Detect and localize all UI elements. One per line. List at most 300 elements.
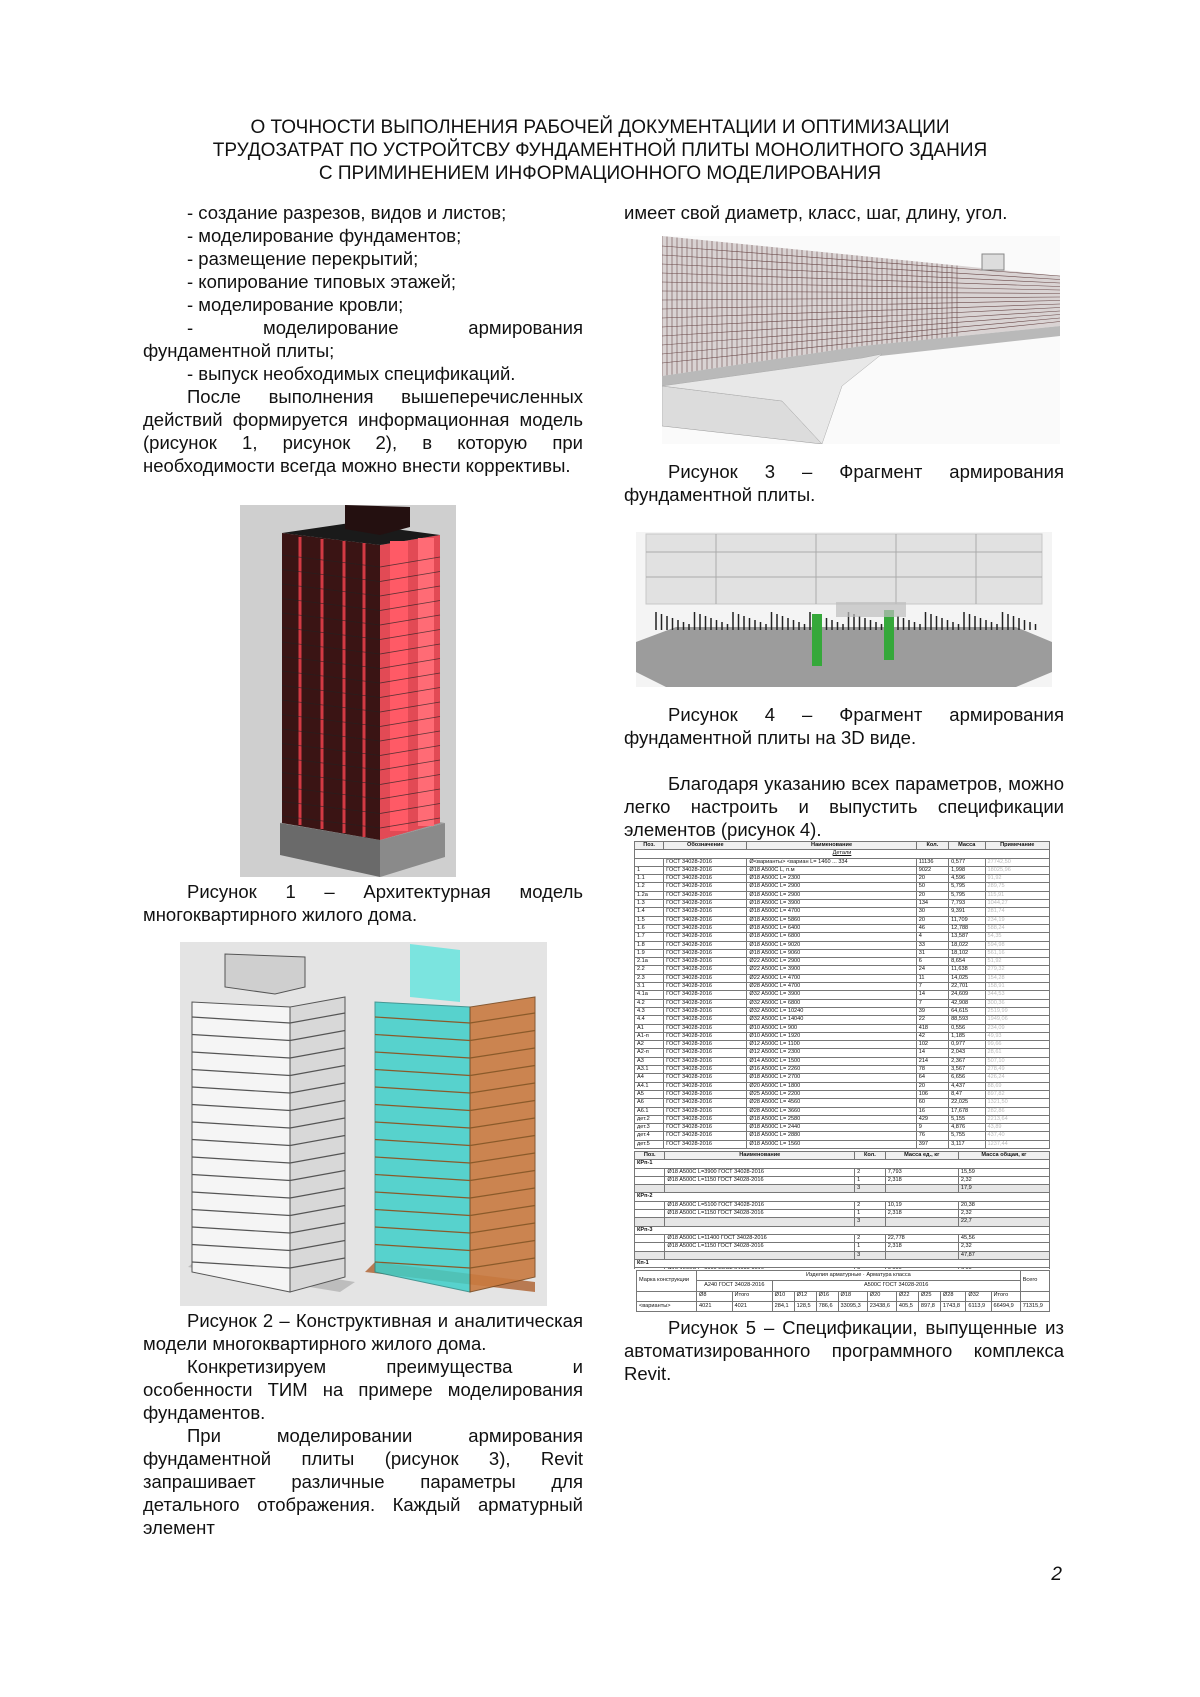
table-cell: 1.2а xyxy=(635,891,664,899)
table-row xyxy=(635,1168,1050,1176)
summary-size-cell: Ø12 xyxy=(794,1291,816,1301)
page-number: 2 xyxy=(1051,1564,1062,1585)
table-row xyxy=(635,1115,1050,1123)
table-row xyxy=(635,1099,1050,1107)
table-cell: A5 xyxy=(635,1090,664,1098)
table-cell: 18,102 xyxy=(949,949,985,957)
list-item: - копирование типовых этажей; xyxy=(187,271,457,292)
table-cell: 20 xyxy=(916,891,948,899)
table-header-cell: Масса общая, кг xyxy=(958,1151,1049,1159)
table-cell: A6.1 xyxy=(635,1107,664,1115)
table-cell: Ø18 A500C L=1150 ГОСТ 34028-2016 xyxy=(665,1243,855,1251)
table-cell: 4.1а xyxy=(635,991,664,999)
table-cell: ГОСТ 34028-2016 xyxy=(664,1074,747,1082)
table-cell: ГОСТ 34028-2016 xyxy=(664,1041,747,1049)
table-cell: ГОСТ 34028-2016 xyxy=(664,991,747,999)
table-cell: 91,92 xyxy=(985,875,1049,883)
table-header-cell: Масса ед., кг xyxy=(885,1151,958,1159)
table-cell: A4.1 xyxy=(635,1082,664,1090)
table-cell: 2,318 xyxy=(885,1243,958,1251)
figure-2-caption: Рисунок 2 – Конструктивная и аналитическая модели многоквартирного жилого дома. Конкретизируем преимущества и особенности ТИМ на примере моделирования фундаментов. При моделировании армирования фундаментной плиты (рисунок 3), Revit запрашивает различные параметры для детального отображения. Каждый арматурный элемент xyxy=(143,1310,583,1538)
summary-value-cell: 897,8 xyxy=(918,1301,940,1311)
summary-size-cell: Ø20 xyxy=(867,1291,896,1301)
summary-value-cell: 786,6 xyxy=(816,1301,838,1311)
summary-cell xyxy=(637,1291,697,1301)
table-cell: 1.5 xyxy=(635,916,664,924)
table-cell: 278,49 xyxy=(985,1066,1049,1074)
summary-size-cell: Итого xyxy=(991,1291,1020,1301)
table-row xyxy=(635,858,1050,866)
table-cell: Ø18 A500C L= 2900 xyxy=(747,883,916,891)
table-cell: Ø28 A500C L= 3660 xyxy=(747,1107,916,1115)
table-cell: 88,593 xyxy=(949,1016,985,1024)
table-cell: 289,75 xyxy=(985,883,1049,891)
figure-4-3d-view xyxy=(636,532,1052,687)
right-paragraph-block xyxy=(624,772,1064,841)
table-cell: 14,025 xyxy=(949,974,985,982)
table-cell: 3,117 xyxy=(949,1140,985,1148)
table-cell: 42 xyxy=(916,1032,948,1040)
table-cell: 115,91 xyxy=(985,891,1049,899)
table-cell: Ø18 A500C L= 1560 xyxy=(747,1140,916,1148)
table-cell: 22,701 xyxy=(949,983,985,991)
table-cell: ГОСТ 34028-2016 xyxy=(664,1032,747,1040)
list-item: - выпуск необходимых спецификаций. xyxy=(187,363,516,384)
table-cell: 5,795 xyxy=(949,891,985,899)
table-cell: 22,778 xyxy=(885,1234,958,1242)
table-cell: ГОСТ 34028-2016 xyxy=(664,999,747,1007)
table-header-cell: Кол. xyxy=(855,1151,886,1159)
table-cell: 0,556 xyxy=(949,1024,985,1032)
table-row xyxy=(635,1243,1050,1251)
table-cell: ГОСТ 34028-2016 xyxy=(664,958,747,966)
group-name-row xyxy=(635,1259,1050,1267)
table-cell: ГОСТ 34028-2016 xyxy=(664,1099,747,1107)
table-cell: 4,596 xyxy=(949,875,985,883)
table-cell: ГОСТ 34028-2016 xyxy=(664,900,747,908)
summary-size-cell: Итого xyxy=(732,1291,772,1301)
paragraph: имеет свой диаметр, класс, шаг, длину, угол. xyxy=(624,202,1008,223)
table-row xyxy=(635,1057,1050,1065)
table-cell: A4 xyxy=(635,1074,664,1082)
table-row xyxy=(635,1007,1050,1015)
table-cell xyxy=(958,1268,1049,1269)
table-row xyxy=(635,1268,1050,1269)
table-cell: 1 xyxy=(855,1176,886,1184)
table-cell: Ø18 A500C L= 2580 xyxy=(747,1115,916,1123)
table-cell: Ø18 A500C L= 9020 xyxy=(747,941,916,949)
table-cell: 1.9 xyxy=(635,949,664,957)
list-item: - размещение перекрытий; xyxy=(187,248,419,269)
table-cell: 154,28 xyxy=(985,974,1049,982)
table-cell: 30 xyxy=(916,908,948,916)
group-name: КРп-1 xyxy=(635,1160,1050,1168)
table-row xyxy=(635,908,1050,916)
table-cell: 397 xyxy=(916,1140,948,1148)
table-cell: 50 xyxy=(916,883,948,891)
table-cell: Ø18 A500C L= 2880 xyxy=(747,1132,916,1140)
table-cell: 60 xyxy=(916,1099,948,1107)
table-cell xyxy=(635,1268,665,1269)
summary-cell xyxy=(1020,1291,1049,1301)
figure-1-architectural-model xyxy=(240,505,456,877)
summary-title: Изделия арматурные · Арматура класса xyxy=(697,1271,1021,1281)
table-cell: A1-п xyxy=(635,1032,664,1040)
table-cell: 897,82 xyxy=(985,1090,1049,1098)
table-cell: Ø18 A500C L=1150 ГОСТ 34028-2016 xyxy=(665,1176,855,1184)
table-row xyxy=(635,974,1050,982)
table-cell: ГОСТ 34028-2016 xyxy=(664,1049,747,1057)
table-cell: 2,043 xyxy=(949,1049,985,1057)
table-cell: ГОСТ 34028-2016 xyxy=(664,1115,747,1123)
table-header-cell: Масса xyxy=(949,842,985,850)
table-cell: 2 xyxy=(855,1201,886,1209)
summary-value-cell: 4021 xyxy=(697,1301,733,1311)
table-cell: 2.3 xyxy=(635,974,664,982)
table-cell xyxy=(635,1234,665,1242)
table-cell: 45,56 xyxy=(958,1234,1049,1242)
table-cell: 22,7 xyxy=(958,1218,1049,1226)
table-cell: Ø18 A500C L= 6800 xyxy=(747,933,916,941)
summary-value-cell: 128,5 xyxy=(794,1301,816,1311)
table-cell: 2,32 xyxy=(958,1176,1049,1184)
table-cell: Ø18 A500C L= 6400 xyxy=(747,924,916,932)
table-cell: 2,32 xyxy=(958,1210,1049,1218)
table-cell: 28,61 xyxy=(985,1049,1049,1057)
table-cell: ГОСТ 34028-2016 xyxy=(664,1057,747,1065)
table-cell: Ø18 A500C L= 5860 xyxy=(747,916,916,924)
table-cell: Ø25 A500C L= 2200 xyxy=(747,1090,916,1098)
table-cell: ГОСТ 34028-2016 xyxy=(664,941,747,949)
table-cell: 43,89 xyxy=(985,1124,1049,1132)
list-item: - моделирование армирования фундаментной плиты; xyxy=(143,317,583,361)
table-cell: 18025,96 xyxy=(985,866,1049,874)
table-cell: 1.3 xyxy=(635,900,664,908)
table-cell: Ø12 A500C L= 2300 xyxy=(747,1049,916,1057)
table-cell: Ø18 A500C L=3900 ГОСТ 34028-2016 xyxy=(665,1168,855,1176)
summary-value-cell: 6113,9 xyxy=(966,1301,991,1311)
table-cell: 8,47 xyxy=(949,1090,985,1098)
article-title xyxy=(120,116,1080,185)
table-cell: 16 xyxy=(916,1107,948,1115)
table-header-cell: Наименование xyxy=(747,842,916,850)
table-cell: 3 xyxy=(855,1185,886,1193)
table-cell: ГОСТ 34028-2016 xyxy=(664,933,747,941)
table-cell: 281,74 xyxy=(985,908,1049,916)
table-cell: Ø32 A500C L= 3900 xyxy=(747,991,916,999)
table-cell xyxy=(885,1251,958,1259)
summary-a500: A500C ГОСТ 34028-2016 xyxy=(772,1281,1020,1291)
table-cell: 42,908 xyxy=(949,999,985,1007)
table-cell: дет.5 xyxy=(635,1140,664,1148)
table-row xyxy=(635,1074,1050,1082)
spec-table-details xyxy=(634,841,1050,1149)
table-row xyxy=(635,1201,1050,1209)
table-cell xyxy=(665,1185,855,1193)
table-cell: Ø18 A500C L= 2700 xyxy=(747,1074,916,1082)
table-cell: 437,40 xyxy=(985,1132,1049,1140)
table-cell xyxy=(635,1218,665,1226)
table-cell: A2 xyxy=(635,1041,664,1049)
table-cell: 88,69 xyxy=(985,1082,1049,1090)
table-row xyxy=(635,883,1050,891)
table-cell xyxy=(665,1268,855,1269)
table-cell: A6 xyxy=(635,1099,664,1107)
table-cell: 2.2 xyxy=(635,966,664,974)
table-cell: ГОСТ 34028-2016 xyxy=(664,983,747,991)
table-cell: ГОСТ 34028-2016 xyxy=(664,924,747,932)
table-cell: 14 xyxy=(916,991,948,999)
table-cell: ГОСТ 34028-2016 xyxy=(664,1090,747,1098)
group-name: КРп-3 xyxy=(635,1226,1050,1234)
table-row xyxy=(635,983,1050,991)
summary-value-cell: 405,5 xyxy=(896,1301,918,1311)
table-row xyxy=(635,1024,1050,1032)
group-total-row xyxy=(635,1185,1050,1193)
table-cell: 1.1 xyxy=(635,875,664,883)
table-cell: 2 xyxy=(855,1234,886,1242)
table-cell: 588,24 xyxy=(985,924,1049,932)
table-cell: 22,025 xyxy=(949,1099,985,1107)
table-cell: Ø16 A500C L= 2260 xyxy=(747,1066,916,1074)
table-cell: 4.4 xyxy=(635,1016,664,1024)
table-cell: 2,32 xyxy=(958,1243,1049,1251)
table-cell: Ø28 A500C L= 4700 xyxy=(747,983,916,991)
figure-3-reinforcement-fragment xyxy=(662,236,1060,444)
table-cell: 426,24 xyxy=(985,1074,1049,1082)
table-cell: 12,788 xyxy=(949,924,985,932)
table-cell: 1.8 xyxy=(635,941,664,949)
table-cell: 54,35 xyxy=(985,933,1049,941)
table-cell: 51,92 xyxy=(985,958,1049,966)
table-cell: 13,587 xyxy=(949,933,985,941)
table-cell: 11 xyxy=(916,974,948,982)
table-row xyxy=(635,966,1050,974)
table-cell: Ø10 A500C L= 1920 xyxy=(747,1032,916,1040)
table-row xyxy=(635,949,1050,957)
table-cell xyxy=(635,1185,665,1193)
table-section-row xyxy=(635,850,1050,858)
table-cell: 22 xyxy=(916,1016,948,1024)
spec-table-groups xyxy=(634,1151,1050,1269)
table-cell: ГОСТ 34028-2016 xyxy=(664,1007,747,1015)
table-cell: 0,577 xyxy=(949,858,985,866)
table-cell: 17,678 xyxy=(949,1107,985,1115)
table-cell: A3 xyxy=(635,1057,664,1065)
table-cell: 2,318 xyxy=(885,1176,958,1184)
group-name-row xyxy=(635,1226,1050,1234)
table-cell: Ø18 A500C L=5100 ГОСТ 34028-2016 xyxy=(665,1201,855,1209)
table-cell: 11,709 xyxy=(949,916,985,924)
summary-mark-cell: <варианты> xyxy=(637,1301,697,1311)
summary-size-cell: Ø18 xyxy=(838,1291,867,1301)
group-name: Кп-1 xyxy=(635,1259,1050,1267)
table-cell xyxy=(855,1268,886,1269)
table-cell: Ø32 A500C L= 6800 xyxy=(747,999,916,1007)
table-cell: 7 xyxy=(916,999,948,1007)
table-cell: 1237,44 xyxy=(985,1140,1049,1148)
table-cell: дет.3 xyxy=(635,1124,664,1132)
table-cell: 64 xyxy=(916,1074,948,1082)
summary-value-cell: 33095,3 xyxy=(838,1301,867,1311)
table-cell: 429 xyxy=(916,1115,948,1123)
table-cell: 39 xyxy=(916,1007,948,1015)
table-cell: 2519,99 xyxy=(985,1007,1049,1015)
table-cell: 0,977 xyxy=(949,1041,985,1049)
table-cell: 99,66 xyxy=(985,1041,1049,1049)
table-cell: 7 xyxy=(916,983,948,991)
table-cell: 2213,64 xyxy=(985,1115,1049,1123)
table-row xyxy=(635,941,1050,949)
table-cell: 2,318 xyxy=(885,1210,958,1218)
table-cell: Ø18 A500C L= 4700 xyxy=(747,908,916,916)
table-cell: 5,155 xyxy=(949,1115,985,1123)
table-cell: ГОСТ 34028-2016 xyxy=(664,1066,747,1074)
group-name: КРп-2 xyxy=(635,1193,1050,1201)
table-cell: 279,32 xyxy=(985,966,1049,974)
table-cell: 102 xyxy=(916,1041,948,1049)
table-row xyxy=(635,1140,1050,1148)
table-cell xyxy=(635,858,664,866)
table-cell: 33 xyxy=(916,941,948,949)
table-cell: ГОСТ 34028-2016 xyxy=(664,1124,747,1132)
table-cell: Ø18 A500C L= 9060 xyxy=(747,949,916,957)
table-cell: Ø22 A500C L= 3900 xyxy=(747,966,916,974)
table-cell: 9022 xyxy=(916,866,948,874)
table-cell: Ø18 A500C L= 2440 xyxy=(747,1124,916,1132)
table-cell: ГОСТ 34028-2016 xyxy=(664,883,747,891)
summary-size-cell: Ø28 xyxy=(940,1291,966,1301)
group-name-row xyxy=(635,1160,1050,1168)
group-name-row xyxy=(635,1193,1050,1201)
table-row xyxy=(635,958,1050,966)
table-cell: ГОСТ 34028-2016 xyxy=(664,908,747,916)
table-row xyxy=(635,891,1050,899)
table-cell: ГОСТ 34028-2016 xyxy=(664,1107,747,1115)
table-row xyxy=(635,1234,1050,1242)
table-cell: ГОСТ 34028-2016 xyxy=(664,866,747,874)
table-cell: 158,91 xyxy=(985,983,1049,991)
paragraph: При моделировании армирования фундаментной плиты (рисунок 3), Revit запрашивает различные параметры для детального отображения. Каждый арматурный элемент xyxy=(143,1425,583,1538)
table-cell: 14 xyxy=(916,1049,948,1057)
table-cell: 49,93 xyxy=(985,1032,1049,1040)
table-cell: 1 xyxy=(635,866,664,874)
table-cell: 1949,06 xyxy=(985,1016,1049,1024)
table-cell: Ø18 A500C L= 2900 xyxy=(747,891,916,899)
table-cell xyxy=(635,1168,665,1176)
table-cell: дет.4 xyxy=(635,1132,664,1140)
table-cell: Ø28 A500C L= 4560 xyxy=(747,1099,916,1107)
table-cell: Ø18 A500C L= 3900 xyxy=(747,900,916,908)
summary-value-cell: 1743,8 xyxy=(940,1301,966,1311)
table-cell: 214 xyxy=(916,1057,948,1065)
table-cell: ГОСТ 34028-2016 xyxy=(664,1016,747,1024)
title-line-1: О ТОЧНОСТИ ВЫПОЛНЕНИЯ РАБОЧЕЙ ДОКУМЕНТАЦИИ И ОПТИМИЗАЦИИ xyxy=(250,117,950,138)
figure-5-specification xyxy=(634,841,1050,1269)
figure-5-summary-table xyxy=(636,1270,1050,1312)
table-cell xyxy=(635,1176,665,1184)
table-cell: 561,16 xyxy=(985,949,1049,957)
table-cell: 1,185 xyxy=(949,1032,985,1040)
table-header-cell: Наименование xyxy=(665,1151,855,1159)
table-cell: 4,876 xyxy=(949,1124,985,1132)
paragraph: Благодаря указанию всех параметров, можно легко настроить и выпустить спецификации элементов (рисунок 4). xyxy=(624,773,1064,840)
table-cell: 594,98 xyxy=(985,941,1049,949)
paragraph: Конкретизируем преимущества и особенности ТИМ на примере моделирования фундаментов. xyxy=(143,1356,583,1423)
table-cell: 3 xyxy=(855,1218,886,1226)
table-cell: ГОСТ 34028-2016 xyxy=(664,949,747,957)
table-cell: 4,437 xyxy=(949,1082,985,1090)
table-cell xyxy=(635,1251,665,1259)
table-cell: 64,615 xyxy=(949,1007,985,1015)
title-line-3: С ПРИМИНЕНИЕМ ИНФОРМАЦИОННОГО МОДЕЛИРОВАНИЯ xyxy=(318,163,882,184)
table-cell: 20 xyxy=(916,875,948,883)
table-cell: 15,59 xyxy=(958,1168,1049,1176)
table-header-cell: Поз. xyxy=(635,1151,665,1159)
table-cell: 1.4 xyxy=(635,908,664,916)
table-cell: ГОСТ 34028-2016 xyxy=(664,1132,747,1140)
table-cell: Ø<варианты> <вариан L= 1460 ... 334 xyxy=(747,858,916,866)
table-cell: 1.7 xyxy=(635,933,664,941)
table-cell: ГОСТ 34028-2016 xyxy=(664,875,747,883)
table-row xyxy=(635,924,1050,932)
table-header-cell: Кол. xyxy=(916,842,948,850)
table-cell xyxy=(665,1251,855,1259)
table-cell: 27742,50 xyxy=(985,858,1049,866)
table-cell: 3 xyxy=(855,1251,886,1259)
table-cell: 9 xyxy=(916,1124,948,1132)
table-row xyxy=(635,875,1050,883)
table-cell: 24,609 xyxy=(949,991,985,999)
summary-size-cell: Ø22 xyxy=(896,1291,918,1301)
table-row xyxy=(635,933,1050,941)
table-cell: 47,87 xyxy=(958,1251,1049,1259)
table-cell: 5,755 xyxy=(949,1132,985,1140)
summary-value-cell: 4021 xyxy=(732,1301,772,1311)
title-line-2: ТРУДОЗАТРАТ ПО УСТРОЙТСВУ ФУНДАМЕНТНОЙ ПЛИТЫ МОНОЛИТНОГО ЗДАНИЯ xyxy=(212,140,988,161)
table-cell: Ø18 A500C L, п.м xyxy=(747,866,916,874)
table-cell: 282,86 xyxy=(985,1107,1049,1115)
figure-5-caption: Рисунок 5 – Спецификации, выпущенные из автоматизированного программного комплекса Revit. xyxy=(624,1317,1064,1384)
table-cell: 24 xyxy=(916,966,948,974)
summary-mark-header: Марка конструкции xyxy=(637,1271,697,1292)
group-total-row xyxy=(635,1218,1050,1226)
table-cell: Ø20 A500C L= 1800 xyxy=(747,1082,916,1090)
table-cell xyxy=(635,1201,665,1209)
table-cell: 6 xyxy=(916,958,948,966)
table-header-cell: Примечание xyxy=(985,842,1049,850)
table-cell: Ø18 A500C L=1150 ГОСТ 34028-2016 xyxy=(665,1210,855,1218)
table-cell: 1 xyxy=(855,1210,886,1218)
table-cell: Ø22 A500C L= 2900 xyxy=(747,958,916,966)
table-cell: 5,795 xyxy=(949,883,985,891)
table-cell: 9,391 xyxy=(949,908,985,916)
summary-value-cell: 66494,9 xyxy=(991,1301,1020,1311)
table-cell: 20,38 xyxy=(958,1201,1049,1209)
table-cell: 234,19 xyxy=(985,916,1049,924)
table-row xyxy=(635,1090,1050,1098)
table-cell: Ø18 A500C L= 2300 xyxy=(747,875,916,883)
table-row xyxy=(635,1132,1050,1140)
table-cell: ГОСТ 34028-2016 xyxy=(664,858,747,866)
table-cell: 6,656 xyxy=(949,1074,985,1082)
table-cell xyxy=(665,1218,855,1226)
table-row xyxy=(635,1049,1050,1057)
table-cell: 2 xyxy=(855,1168,886,1176)
table-cell: 11136 xyxy=(916,858,948,866)
table-cell xyxy=(885,1218,958,1226)
table-cell: 11,638 xyxy=(949,966,985,974)
